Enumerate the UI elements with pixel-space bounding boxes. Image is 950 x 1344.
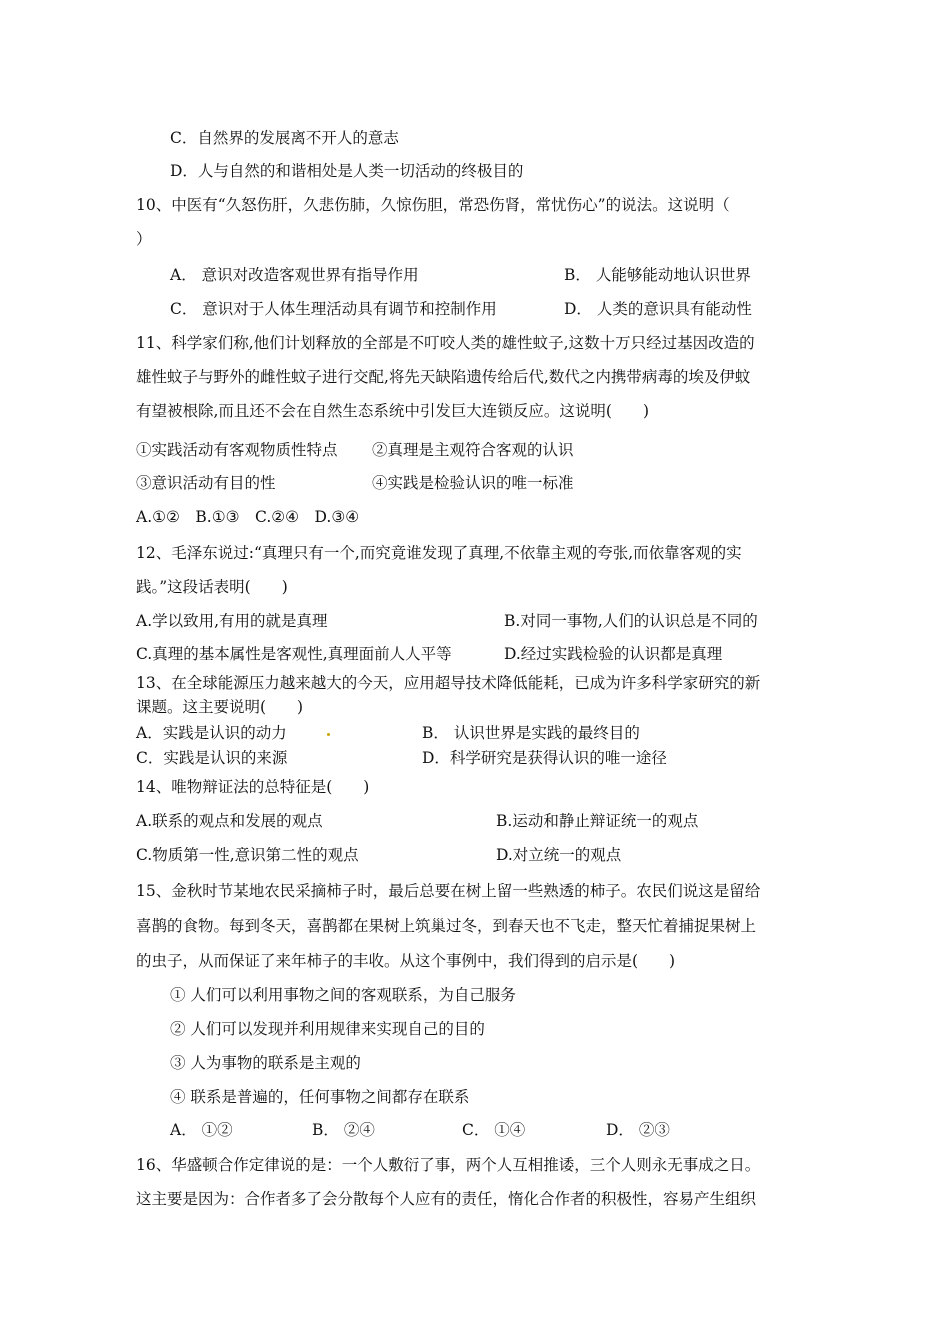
q11-statement-3: ③意识活动有目的性: [136, 474, 276, 492]
q15-stem-line3: 的虫子，从而保证了来年柿子的丰收。从这个事例中，我们得到的启示是( ): [136, 952, 676, 970]
q10-option-b: B． 人能够能动地认识世界: [564, 266, 751, 284]
q15-option-a: A． ①②: [170, 1121, 233, 1139]
q14-option-b: B.运动和静止辩证统一的观点: [496, 812, 699, 830]
q10-stem-line2: ）: [136, 230, 152, 248]
q11-statement-1: ①实践活动有客观物质性特点: [136, 441, 338, 459]
q11-statement-2: ②真理是主观符合客观的认识: [372, 441, 574, 459]
q10-stem-line1: 10、中医有“久怒伤肝，久悲伤肺，久惊伤胆，常恐伤肾，常忧伤心”的说法。这说明（: [136, 196, 730, 214]
q11-stem-line3: 有望被根除,而且还不会在自然生态系统中引发巨大连锁反应。这说明( ): [136, 402, 650, 420]
q15-option-b: B． ②④: [312, 1121, 375, 1139]
q13-option-d: D．科学研究是获得认识的唯一途径: [422, 749, 667, 767]
q14-option-d: D.对立统一的观点: [496, 846, 622, 864]
q14-option-a: A.联系的观点和发展的观点: [136, 812, 323, 830]
q15-statement-1: ① 人们可以利用事物之间的客观联系，为自己服务: [170, 986, 516, 1004]
q15-statement-2: ② 人们可以发现并利用规律来实现自己的目的: [170, 1020, 485, 1038]
q12-option-d: D.经过实践检验的认识都是真理: [504, 645, 723, 663]
q11-stem-line2: 雄性蚊子与野外的雌性蚊子进行交配,将先天缺陷遗传给后代,数代之内携带病毒的埃及伊蚊: [136, 368, 751, 386]
q13-stem-line2: 课题。这主要说明( ): [136, 698, 304, 716]
q15-stem-line2: 喜鹊的食物。每到冬天，喜鹊都在果树上筑巢过冬，到春天也不飞走，整天忙着捕捉果树上: [136, 917, 757, 935]
q15-statement-4: ④ 联系是普遍的，任何事物之间都存在联系: [170, 1088, 470, 1106]
q11-statement-4: ④实践是检验认识的唯一标准: [372, 474, 574, 492]
stray-dot: [327, 733, 330, 736]
q13-option-b: B． 认识世界是实践的最终目的: [422, 724, 640, 742]
q13-option-a: A．实践是认识的动力: [136, 724, 287, 742]
q14-stem: 14、唯物辩证法的总特征是( ): [136, 778, 370, 796]
q11-choices: A.①② B.①③ C.②④ D.③④: [136, 508, 360, 526]
q14-option-c: C.物质第一性,意识第二性的观点: [136, 846, 359, 864]
q15-stem-line1: 15、金秋时节某地农民采摘柿子时，最后总要在树上留一些熟透的柿子。农民们说这是留给: [136, 882, 761, 900]
q10-option-c: C． 意识对于人体生理活动具有调节和控制作用: [170, 300, 497, 318]
q9-option-d: D．人与自然的和谐相处是人类一切活动的终极目的: [170, 162, 524, 180]
q12-stem-line1: 12、毛泽东说过:“真理只有一个,而究竟谁发现了真理,不依靠主观的夸张,而依靠客观的实: [136, 544, 742, 562]
q16-stem-line2: 这主要是因为：合作者多了会分散每个人应有的责任，惰化合作者的积极性，容易产生组织: [136, 1190, 757, 1208]
q12-stem-line2: 践。”这段话表明( ): [136, 578, 288, 596]
q12-option-a: A.学以致用,有用的就是真理: [136, 612, 328, 630]
q13-stem-line1: 13、在全球能源压力越来越大的今天，应用超导技术降低能耗，已成为许多科学家研究的新: [136, 674, 761, 692]
q15-statement-3: ③ 人为事物的联系是主观的: [170, 1054, 361, 1072]
q10-option-d: D． 人类的意识具有能动性: [564, 300, 752, 318]
q12-option-c: C.真理的基本属性是客观性,真理面前人人平等: [136, 645, 452, 663]
q15-option-d: D． ②③: [606, 1121, 670, 1139]
q9-option-c: C．自然界的发展离不开人的意志: [170, 129, 399, 147]
q15-option-c: C． ①④: [462, 1121, 526, 1139]
q11-stem-line1: 11、科学家们称,他们计划释放的全部是不叮咬人类的雄性蚊子,这数十万只经过基因改造的: [136, 334, 755, 352]
q10-option-a: A． 意识对改造客观世界有指导作用: [170, 266, 419, 284]
q12-option-b: B.对同一事物,人们的认识总是不同的: [504, 612, 758, 630]
q13-option-c: C．实践是认识的来源: [136, 749, 288, 767]
q16-stem-line1: 16、华盛顿合作定律说的是：一个人敷衍了事，两个人互相推诿，三个人则永无事成之日。: [136, 1156, 761, 1174]
